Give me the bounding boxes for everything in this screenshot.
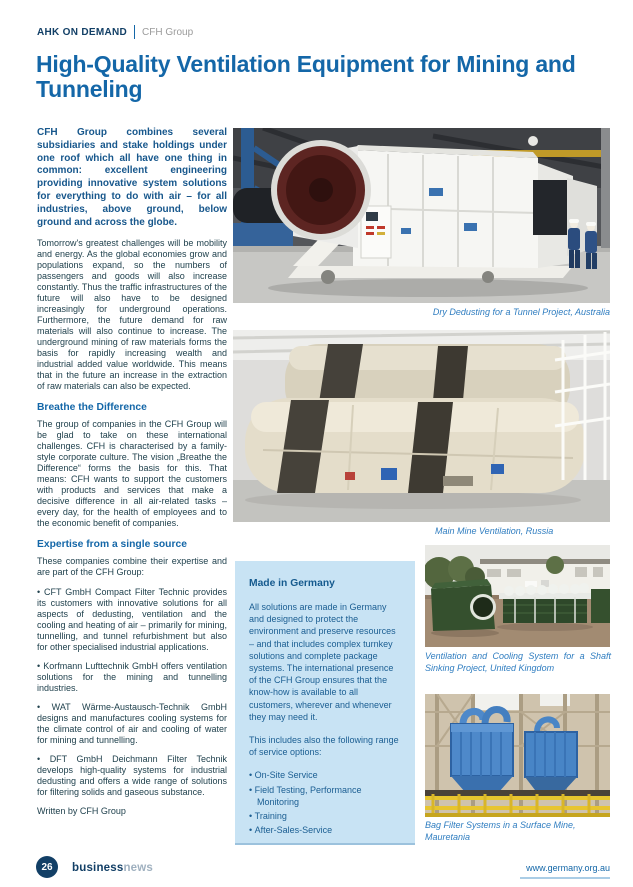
magazine-brand [72,862,153,874]
footer-url-rule [520,877,610,879]
infobox-body: All solutions are made in Germany and designed to protect the environment and preserve resources – and that includes complex turnkey solutions and complete package systems. The international presence of the CFH Group ensures that the know-how is available to all customers, wherever and whenever they may need it. [249,602,396,722]
header-kicker: AHK ON DEMAND [37,26,128,38]
list-item-wat: • WAT Wärme-Austausch-Technik GmbH designs and manufactures cooling systems for the climate control of air and cooling of water for mining and tunnelling. [37,702,227,746]
service-after-sales: • After-Sales-Service [249,824,401,836]
section-heading-expertise: Expertise from a single source [37,539,187,551]
figure-caption-dry-dedusting: Dry Dedusting for a Tunnel Project, Australia [432,307,610,317]
figure-dry-dedusting [233,128,610,303]
figure-caption-mine-ventilation: Main Mine Ventilation, Russia [435,526,554,536]
page-number-badge: 26 [36,856,58,878]
figure-main-mine-ventilation [233,330,610,522]
infobox-services-intro: This includes also the following range of service options: [249,735,399,758]
service-options-list [249,769,401,836]
made-in-germany-box [235,561,415,845]
service-field-testing: • Field Testing, Performance Monitoring [249,784,401,808]
article-body [37,127,227,816]
article-paragraph: Tomorrow's greatest challenges will be mobility and energy. As the global economies grow and populations expand, so the numbers of passengers and goods will also increase constantly. Thus the traffic infrastructures of the future will also have to be designed increasingly for underground operations. Furthermore, the future demand for raw materials will also continue to increase. The underground mining of raw materials forms the basis for rapidly increasing wealth and industrial added value worldwide. This means that in the future an increase in the extraction of raw materials can also be expected. [37,238,227,392]
service-on-site: • On-Site Service [249,769,401,781]
list-item-korfmann: • Korfmann Lufttechnik GmbH offers ventilation solutions for the mining and tunnelling industries. [37,661,227,694]
list-item-cft: • CFT GmbH Compact Filter Technic provides its customers with innovative solutions for all aspects of dedusting, ventilation and the cooling and heating of air – primarily for mining, tunnelling, and tunnel refurbishment but also for other specialised industrial applications. [37,587,227,653]
infobox-heading: Made in Germany [249,578,335,589]
section-heading-breathe: Breathe the Difference [37,402,147,414]
article-byline: Written by CFH Group [37,806,126,817]
figure-caption-bag-filter: Bag Filter Systems in a Surface Mine, Mauretania [425,820,576,842]
brand-light: news [123,862,154,874]
footer-url-link[interactable]: www.germany.org.au [526,863,610,873]
service-training: • Training [249,810,401,822]
photo-bag-filter-systems [425,694,610,817]
header-section-label: CFH Group [142,26,194,38]
brand-bold: business [72,862,124,874]
photo-green-cooling-system [425,545,610,647]
subsidiaries-list [37,587,227,798]
page-header [37,25,193,39]
section-body-expertise: These companies combine their expertise and are part of the CFH Group: [37,556,227,578]
figure-caption-ventilation-cooling: Ventilation and Cooling System for a Shaft Sinking Project, United Kingdom [425,651,611,673]
photo-mine-ventilation-cylinders [233,330,610,522]
figure-bag-filter [425,694,610,817]
list-item-dft: • DFT GmbH Deichmann Filter Technik develops high-quality systems for industrial dedusting and offers a wide range of solutions for filtering solids and gaseous substance. [37,754,227,798]
header-divider [134,25,135,39]
section-body-breathe: The group of companies in the CFH Group will be glad to take on these international challenges. CFH is characterised by a family-style corporate culture. The vision „Breathe the Difference“ forms the basis for this. That means: CFH wants to support the customers with products and services that make a decisive difference in all air-related tasks – every day, for the health of employees and to the economic benefit of companies. [37,419,227,529]
article-intro: CFH Group combines several subsidiaries and stake holdings under one roof which all have one thing in common: excellent engineering providing innovative system solutions for everything to do with air – for all industries, above ground, below ground and across the globe. [37,127,227,228]
figure-ventilation-cooling [425,545,610,647]
page-title: High-Quality Ventilation Equipment for Mining and Tunneling [36,51,576,102]
photo-dry-dedusting-machine [233,128,610,303]
